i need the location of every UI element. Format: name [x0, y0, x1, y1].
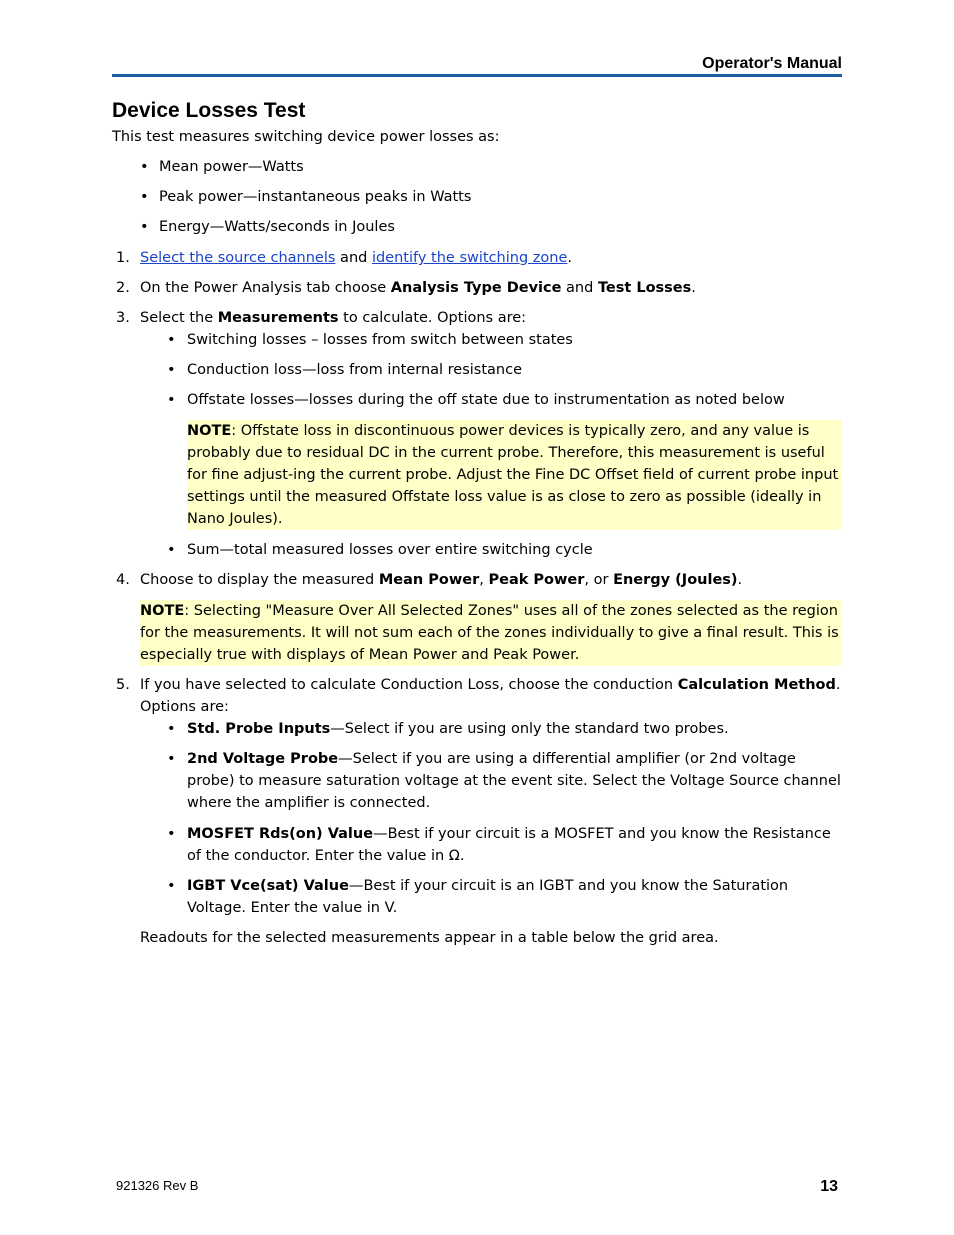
header-rule: [112, 74, 842, 77]
intro-text: This test measures switching device power losses as:: [112, 129, 500, 145]
select-source-channels-link[interactable]: Select the source channels: [140, 250, 336, 266]
bullet-icon: •: [167, 721, 176, 737]
bullet-icon: •: [167, 542, 176, 558]
bullet-icon: •: [167, 362, 176, 378]
bullet-icon: •: [167, 332, 176, 348]
calculation-method-option: • 2nd Voltage Probe—Select if you are using a differential amplifier (or 2nd voltage probe) to measure saturation voltage at the event site. Select the Voltage Source channel where the amplifier is connected.: [112, 748, 842, 814]
note-label: NOTE: [140, 603, 185, 619]
section-heading: Device Losses Test: [112, 99, 306, 122]
closing-text: Readouts for the selected measurements appear in a table below the grid area.: [140, 930, 719, 946]
measurement-option: • Conduction loss—loss from internal resistance: [112, 359, 842, 381]
intro-bullet: • Mean power—Watts: [112, 156, 842, 178]
note-label: NOTE: [187, 423, 232, 439]
header-title: Operator's Manual: [702, 55, 842, 72]
bullet-icon: •: [167, 392, 176, 408]
bullet-icon: •: [167, 878, 176, 894]
page-number: 13: [820, 1178, 838, 1195]
bullet-icon: •: [140, 189, 149, 205]
step-3: 3. Select the Measurements to calculate. Options are:: [112, 307, 842, 329]
step-5: 5. If you have selected to calculate Conduction Loss, choose the conduction Calculation Method. Options are:: [112, 674, 842, 718]
zones-note: NOTE: Selecting "Measure Over All Selected Zones" uses all of the zones selected as the region for the measurements. It will not sum each of the zones individually to give a final result. This is especially true with displays of Mean Power and Peak Power.: [140, 600, 842, 666]
step-1: 1. Select the source channels and identify the switching zone.: [112, 247, 842, 269]
section-body: [112, 126, 842, 949]
bullet-icon: •: [140, 219, 149, 235]
step-number: 3.: [116, 310, 130, 326]
step-number: 4.: [116, 572, 130, 588]
doc-revision: 921326 Rev B: [116, 1178, 199, 1193]
bullet-icon: •: [140, 159, 149, 175]
calculation-method-option: • Std. Probe Inputs—Select if you are using only the standard two probes.: [112, 718, 842, 740]
step-number: 5.: [116, 677, 130, 693]
step-number: 2.: [116, 280, 130, 296]
calculation-method-option: • IGBT Vce(sat) Value—Best if your circuit is an IGBT and you know the Saturation Voltage. Enter the value in V.: [112, 875, 842, 919]
measurement-option: • Sum—total measured losses over entire switching cycle: [112, 539, 842, 561]
step-2: 2. On the Power Analysis tab choose Analysis Type Device and Test Losses.: [112, 277, 842, 299]
bullet-icon: •: [167, 826, 176, 842]
measurement-option: • Switching losses – losses from switch between states: [112, 329, 842, 351]
calculation-method-option: • MOSFET Rds(on) Value—Best if your circuit is a MOSFET and you know the Resistance of the conductor. Enter the value in Ω.: [112, 823, 842, 867]
intro-bullet: • Peak power—instantaneous peaks in Watts: [112, 186, 842, 208]
offstate-note: NOTE: Offstate loss in discontinuous power devices is typically zero, and any value is probably due to residual DC in the current probe. Therefore, this measurement is useful for fine adjust-ing the current probe. Adjust the Fine DC Offset field of current probe input settings until the measured Offstate loss value is as close to zero as possible (ideally in Nano Joules).: [187, 420, 842, 530]
step-number: 1.: [116, 250, 130, 266]
identify-switching-zone-link[interactable]: identify the switching zone: [371, 250, 568, 266]
intro-bullet: • Energy—Watts/seconds in Joules: [112, 216, 842, 238]
measurement-option: • Offstate losses—losses during the off state due to instrumentation as noted below: [112, 389, 842, 411]
step-4: 4. Choose to display the measured Mean Power, Peak Power, or Energy (Joules).: [112, 569, 842, 591]
bullet-icon: •: [167, 751, 176, 767]
